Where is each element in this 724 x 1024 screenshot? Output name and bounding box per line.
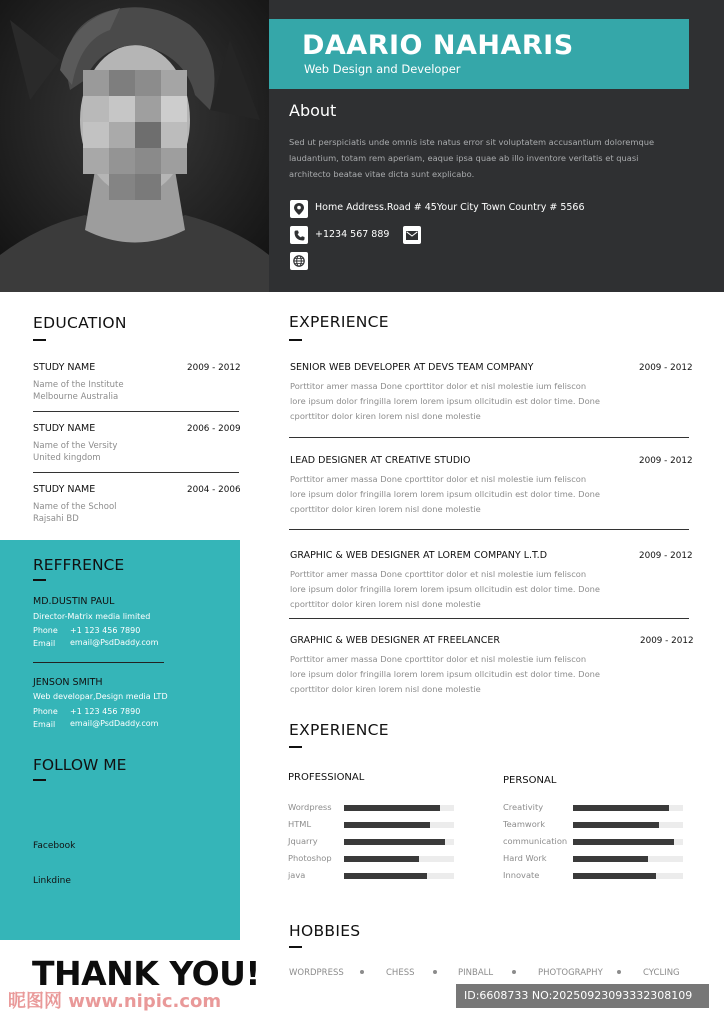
professional-skills-title: PROFESSIONAL <box>288 772 365 783</box>
education-item-name: STUDY NAME <box>33 362 96 373</box>
skill-bar-fill <box>573 805 669 811</box>
skill-label: Hard Work <box>503 853 547 863</box>
skill-label: Wordpress <box>288 802 332 812</box>
hobby-separator <box>617 970 621 974</box>
education-item-location: Rajsahi BD <box>33 514 79 524</box>
experience-divider <box>289 437 689 438</box>
reference-title: REFFRENCE <box>33 556 125 574</box>
hobby-separator <box>360 970 364 974</box>
skill-label: HTML <box>288 819 312 829</box>
job-years: 2009 - 2012 <box>639 456 693 466</box>
job-description: Porttitor amer massa Done cporttitor dolor et nisl molestie ium feliscon lore ipsum dolor fringilla lorem lorem ipsum ollcitudin est dolor time. Done cporttitor dolor kiren lorem nisl done molestie <box>290 474 601 514</box>
experience-title: EXPERIENCE <box>289 313 389 331</box>
job-title: GRAPHIC & WEB DESIGNER AT FREELANCER <box>290 635 501 646</box>
reference-email-label: Email <box>33 720 56 729</box>
skill-label: Teamwork <box>503 819 546 829</box>
phone-text: +1234 567 889 <box>315 229 390 240</box>
phone-icon <box>290 226 308 244</box>
skill-bar-track <box>344 873 454 879</box>
experience-divider <box>289 529 689 530</box>
about-title: About <box>289 101 337 120</box>
education-item-years: 2009 - 2012 <box>187 363 241 373</box>
education-item-location: United kingdom <box>33 453 101 463</box>
hobby-item: PHOTOGRAPHY <box>538 968 603 978</box>
reference-email[interactable]: email@PsdDaddy.com <box>70 638 159 647</box>
hobby-separator <box>433 970 437 974</box>
education-item-name: STUDY NAME <box>33 423 96 434</box>
hobby-item: CYCLING <box>643 968 680 978</box>
skill-bar-track <box>344 822 454 828</box>
skill-bar-track <box>344 805 454 811</box>
education-item-institute: Name of the Versity <box>33 441 118 451</box>
profile-role: Web Design and Developer <box>304 62 461 76</box>
profile-photo <box>0 0 269 292</box>
job-years: 2009 - 2012 <box>639 551 693 561</box>
education-item-location: Melbourne Australia <box>33 392 119 402</box>
job-years: 2009 - 2012 <box>639 363 693 373</box>
social-link-linkedin[interactable]: Linkdine <box>33 876 71 886</box>
education-title-bar <box>33 339 46 341</box>
site-watermark: 昵图网 www.nipic.com <box>8 991 222 1012</box>
skill-bar-track <box>573 856 683 862</box>
social-link-facebook[interactable]: Facebook <box>33 841 76 851</box>
job-title: SENIOR WEB DEVELOPER AT DEVS TEAM COMPANY <box>290 362 534 373</box>
hobby-item: PINBALL <box>458 968 494 978</box>
hobbies-title: HOBBIES <box>289 922 361 940</box>
education-item-institute: Name of the School <box>33 502 117 512</box>
skill-bar-track <box>573 873 683 879</box>
skill-label: communication <box>503 836 568 846</box>
education-title: EDUCATION <box>33 314 127 332</box>
education-item-years: 2006 - 2009 <box>187 424 241 434</box>
job-description: Porttitor amer massa Done cporttitor dolor et nisl molestie ium feliscon lore ipsum dolor fringilla lorem lorem ipsum ollcitudin est dolor time. Done cporttitor dolor kiren lorem nisl done molestie <box>290 381 601 421</box>
map-pin-icon <box>290 200 308 218</box>
address-text: Home Address.Road # 45Your City Town Country # 5566 <box>315 202 585 213</box>
skill-label: java <box>288 870 306 880</box>
skill-bar-track <box>344 839 454 845</box>
reference-position: Web developar,Design media LTD <box>33 692 168 701</box>
reference-phone: +1 123 456 7890 <box>70 707 141 716</box>
thank-you-heading: THANK YOU! <box>32 954 260 993</box>
skill-bar-fill <box>344 856 419 862</box>
skill-bar-fill <box>573 873 656 879</box>
job-description: Porttitor amer massa Done cporttitor dolor et nisl molestie ium feliscon lore ipsum dolor fringilla lorem lorem ipsum ollcitudin est dolor time. Done cporttitor dolor kiren lorem nisl done molestie <box>290 654 601 694</box>
image-id-text: ID:6608733 NO:20250923093332308109 <box>464 989 693 1002</box>
personal-skills-title: PERSONAL <box>503 775 557 786</box>
skills-title-bar <box>289 746 302 748</box>
skill-bar-track <box>344 856 454 862</box>
reference-position: Director-Matrix media limited <box>33 612 151 621</box>
education-item-years: 2004 - 2006 <box>187 485 241 495</box>
follow-title: FOLLOW ME <box>33 756 127 774</box>
skill-bar-track <box>573 839 683 845</box>
hobby-item: WORDPRESS <box>289 968 344 978</box>
job-description: Porttitor amer massa Done cporttitor dolor et nisl molestie ium feliscon lore ipsum dolor fringilla lorem lorem ipsum ollcitudin est dolor time. Done cporttitor dolor kiren lorem nisl done molestie <box>290 569 601 609</box>
reference-title-bar <box>33 579 46 581</box>
skill-label: Innovate <box>503 870 540 880</box>
reference-name: JENSON SMITH <box>33 677 103 688</box>
reference-email-label: Email <box>33 639 56 648</box>
skill-label: Jquarry <box>288 836 318 846</box>
skill-bar-track <box>573 822 683 828</box>
hobby-separator <box>512 970 516 974</box>
skill-bar-fill <box>573 822 659 828</box>
skill-bar-fill <box>573 839 674 845</box>
education-item-institute: Name of the Institute <box>33 380 124 390</box>
reference-phone-label: Phone <box>33 707 58 716</box>
hobbies-title-bar <box>289 946 302 948</box>
hobby-item: CHESS <box>386 968 415 978</box>
skill-bar-track <box>573 805 683 811</box>
job-years: 2009 - 2012 <box>640 636 694 646</box>
skill-bar-fill <box>344 805 440 811</box>
education-item-name: STUDY NAME <box>33 484 96 495</box>
job-title: GRAPHIC & WEB DESIGNER AT LOREM COMPANY L.T.D <box>290 550 548 561</box>
globe-icon[interactable] <box>290 252 308 270</box>
experience-divider <box>289 618 689 619</box>
reference-name: MD.DUSTIN PAUL <box>33 596 115 607</box>
profile-name: DAARIO NAHARIS <box>302 30 574 61</box>
job-title: LEAD DESIGNER AT CREATIVE STUDIO <box>290 455 471 466</box>
about-text: Sed ut perspiciatis unde omnis iste natus error sit voluptatem accusantium doloremque laudantium, totam rem aperiam, eaque ipsa quae ab illo inventore veritatis et quasi architecto beatae vitae dicta sunt explicabo. <box>289 137 655 179</box>
reference-phone: +1 123 456 7890 <box>70 626 141 635</box>
skills-title: EXPERIENCE <box>289 721 389 739</box>
experience-title-bar <box>289 339 302 341</box>
skill-label: Creativity <box>503 802 544 812</box>
envelope-icon[interactable] <box>403 226 421 244</box>
reference-email[interactable]: email@PsdDaddy.com <box>70 719 159 728</box>
skill-bar-fill <box>344 873 427 879</box>
skill-bar-fill <box>344 822 430 828</box>
education-divider <box>33 411 239 412</box>
reference-phone-label: Phone <box>33 626 58 635</box>
reference-divider <box>33 662 164 663</box>
education-divider <box>33 472 239 473</box>
skill-bar-fill <box>344 839 445 845</box>
skill-bar-fill <box>573 856 648 862</box>
follow-title-bar <box>33 779 46 781</box>
skill-label: Photoshop <box>288 853 332 863</box>
